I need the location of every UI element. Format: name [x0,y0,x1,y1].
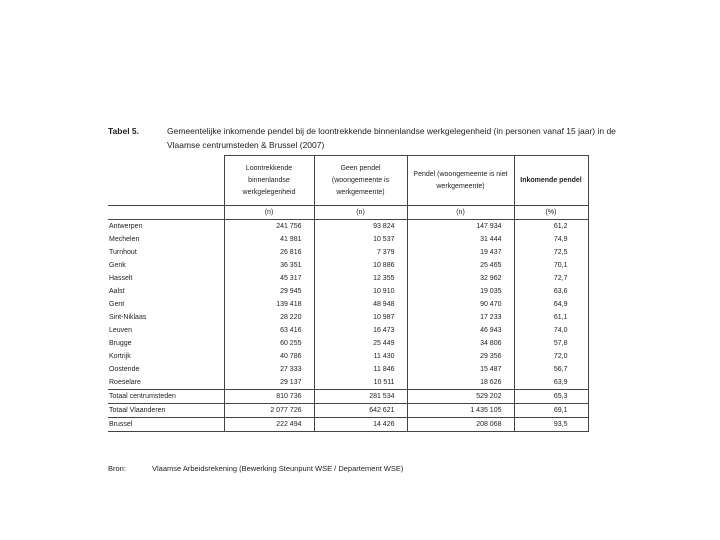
cell-geen: 10 511 [314,376,407,390]
total-row [108,418,588,432]
cell-pendel: 529 202 [407,390,514,404]
total-name: Brussel [108,418,224,432]
table-title: Gemeentelijke inkomende pendel bij de loontrekkende binnenlandse werkgelegenheid (in personen vanaf 15 jaar) in de Vlaamse centrumsteden & Brussel (2007) [167,126,616,150]
cell-geen: 10 886 [314,259,407,272]
total-row [108,404,588,418]
table-row [108,259,588,272]
cell-pct: 57,8 [514,337,588,350]
unit-row [108,206,588,220]
city-name: Sint-Niklaas [109,314,147,321]
table-row [108,272,588,285]
cell-werk: 27 333 [224,363,314,376]
cell-geen: 25 449 [314,337,407,350]
cell-geen: 14 426 [314,418,407,432]
cell-pendel: 31 444 [407,233,514,246]
cell-pct: 63,6 [514,285,588,298]
table-row [108,233,588,246]
header-pendel: Pendel (woongemeente is niet werkgemeente) [407,156,514,206]
header-row [108,156,588,206]
cell-geen: 10 537 [314,233,407,246]
unit-geen-pendel: (n) [314,206,407,220]
city-name: Gent [109,301,125,308]
cell-geen: 10 987 [314,311,407,324]
city-name: Genk [109,262,126,269]
cell-pct: 63,9 [514,376,588,390]
city-name: Leuven [109,327,132,334]
table-row [108,246,588,259]
cell-werk: 45 317 [224,272,314,285]
source-text: Vlaamse Arbeidsrekening (Bewerking Steunpunt WSE / Departement WSE) [152,464,404,473]
cell-geen: 12 355 [314,272,407,285]
cell-pendel: 1 435 105 [407,404,514,418]
cell-werk: 2 077 726 [224,404,314,418]
city-name: Brugge [109,340,132,347]
unit-inkomende-pendel: (%) [514,206,588,220]
cell-pct: 93,5 [514,418,588,432]
table-row [108,285,588,298]
city-name: Kortrijk [109,353,131,360]
cell-pendel: 29 356 [407,350,514,363]
total-name: Totaal centrumsteden [108,390,224,404]
cell-pendel: 19 035 [407,285,514,298]
cell-werk: 222 494 [224,418,314,432]
table-row [108,376,588,390]
cell-geen: 10 910 [314,285,407,298]
header-inkomende-pendel: Inkomende pendel [514,156,588,206]
cell-pct: 72,7 [514,272,588,285]
table-row [108,324,588,337]
table-row [108,337,588,350]
cell-werk: 139 418 [224,298,314,311]
cell-geen: 93 824 [314,220,407,234]
city-name: Antwerpen [108,220,224,234]
table-number: Tabel 5. [108,126,140,136]
cell-geen: 642 621 [314,404,407,418]
unit-werkgelegenheid: (n) [224,206,314,220]
cell-pendel: 147 934 [407,220,514,234]
table-row [108,350,588,363]
cell-geen: 11 846 [314,363,407,376]
cell-pendel: 17 233 [407,311,514,324]
cell-pct: 70,1 [514,259,588,272]
city-name: Hasselt [109,275,133,282]
cell-werk: 29 137 [224,376,314,390]
cell-pendel: 32 962 [407,272,514,285]
cell-pendel: 90 470 [407,298,514,311]
cell-pendel: 19 437 [407,246,514,259]
source-label: Bron: [108,464,126,473]
cell-geen: 16 473 [314,324,407,337]
city-name: Aalst [109,288,125,295]
city-name: Roeselare [109,379,141,386]
cell-pct: 74,0 [514,324,588,337]
cell-werk: 26 816 [224,246,314,259]
cell-pendel: 15 487 [407,363,514,376]
cell-werk: 41 981 [224,233,314,246]
cell-werk: 29 945 [224,285,314,298]
total-name: Totaal Vlaanderen [108,404,224,418]
city-name: Turnhout [109,249,137,256]
cell-werk: 810 736 [224,390,314,404]
cell-geen: 11 430 [314,350,407,363]
cell-pct: 72,0 [514,350,588,363]
table-row [108,363,588,376]
cell-pct: 74,9 [514,233,588,246]
city-name: Mechelen [109,236,140,243]
cell-werk: 40 786 [224,350,314,363]
cell-pendel: 25 465 [407,259,514,272]
cell-pendel: 18 626 [407,376,514,390]
cell-pendel: 46 943 [407,324,514,337]
table-row [108,220,588,234]
cell-geen: 48 948 [314,298,407,311]
table-row [108,298,588,311]
cell-werk: 63 416 [224,324,314,337]
cell-geen: 7 379 [314,246,407,259]
city-name: Oostende [109,366,140,373]
header-werkgelegenheid: Loontrekkende binnenlandse werkgelegenheid [224,156,314,206]
unit-blank [108,206,224,220]
cell-werk: 60 255 [224,337,314,350]
cell-pct: 65,3 [514,390,588,404]
total-row [108,390,588,404]
cell-pct: 64,9 [514,298,588,311]
cell-pct: 56,7 [514,363,588,376]
unit-pendel: (n) [407,206,514,220]
cell-pct: 61,1 [514,311,588,324]
cell-geen: 281 534 [314,390,407,404]
cell-werk: 241 756 [224,220,314,234]
header-blank [108,156,224,206]
cell-pendel: 208 068 [407,418,514,432]
cell-werk: 28 220 [224,311,314,324]
header-geen-pendel: Geen pendel (woongemeente is werkgemeente) [314,156,407,206]
cell-pct: 69,1 [514,404,588,418]
table-row [108,311,588,324]
cell-pct: 61,2 [514,220,588,234]
cell-werk: 36 351 [224,259,314,272]
data-table [108,155,589,432]
cell-pct: 72,5 [514,246,588,259]
cell-pendel: 34 806 [407,337,514,350]
